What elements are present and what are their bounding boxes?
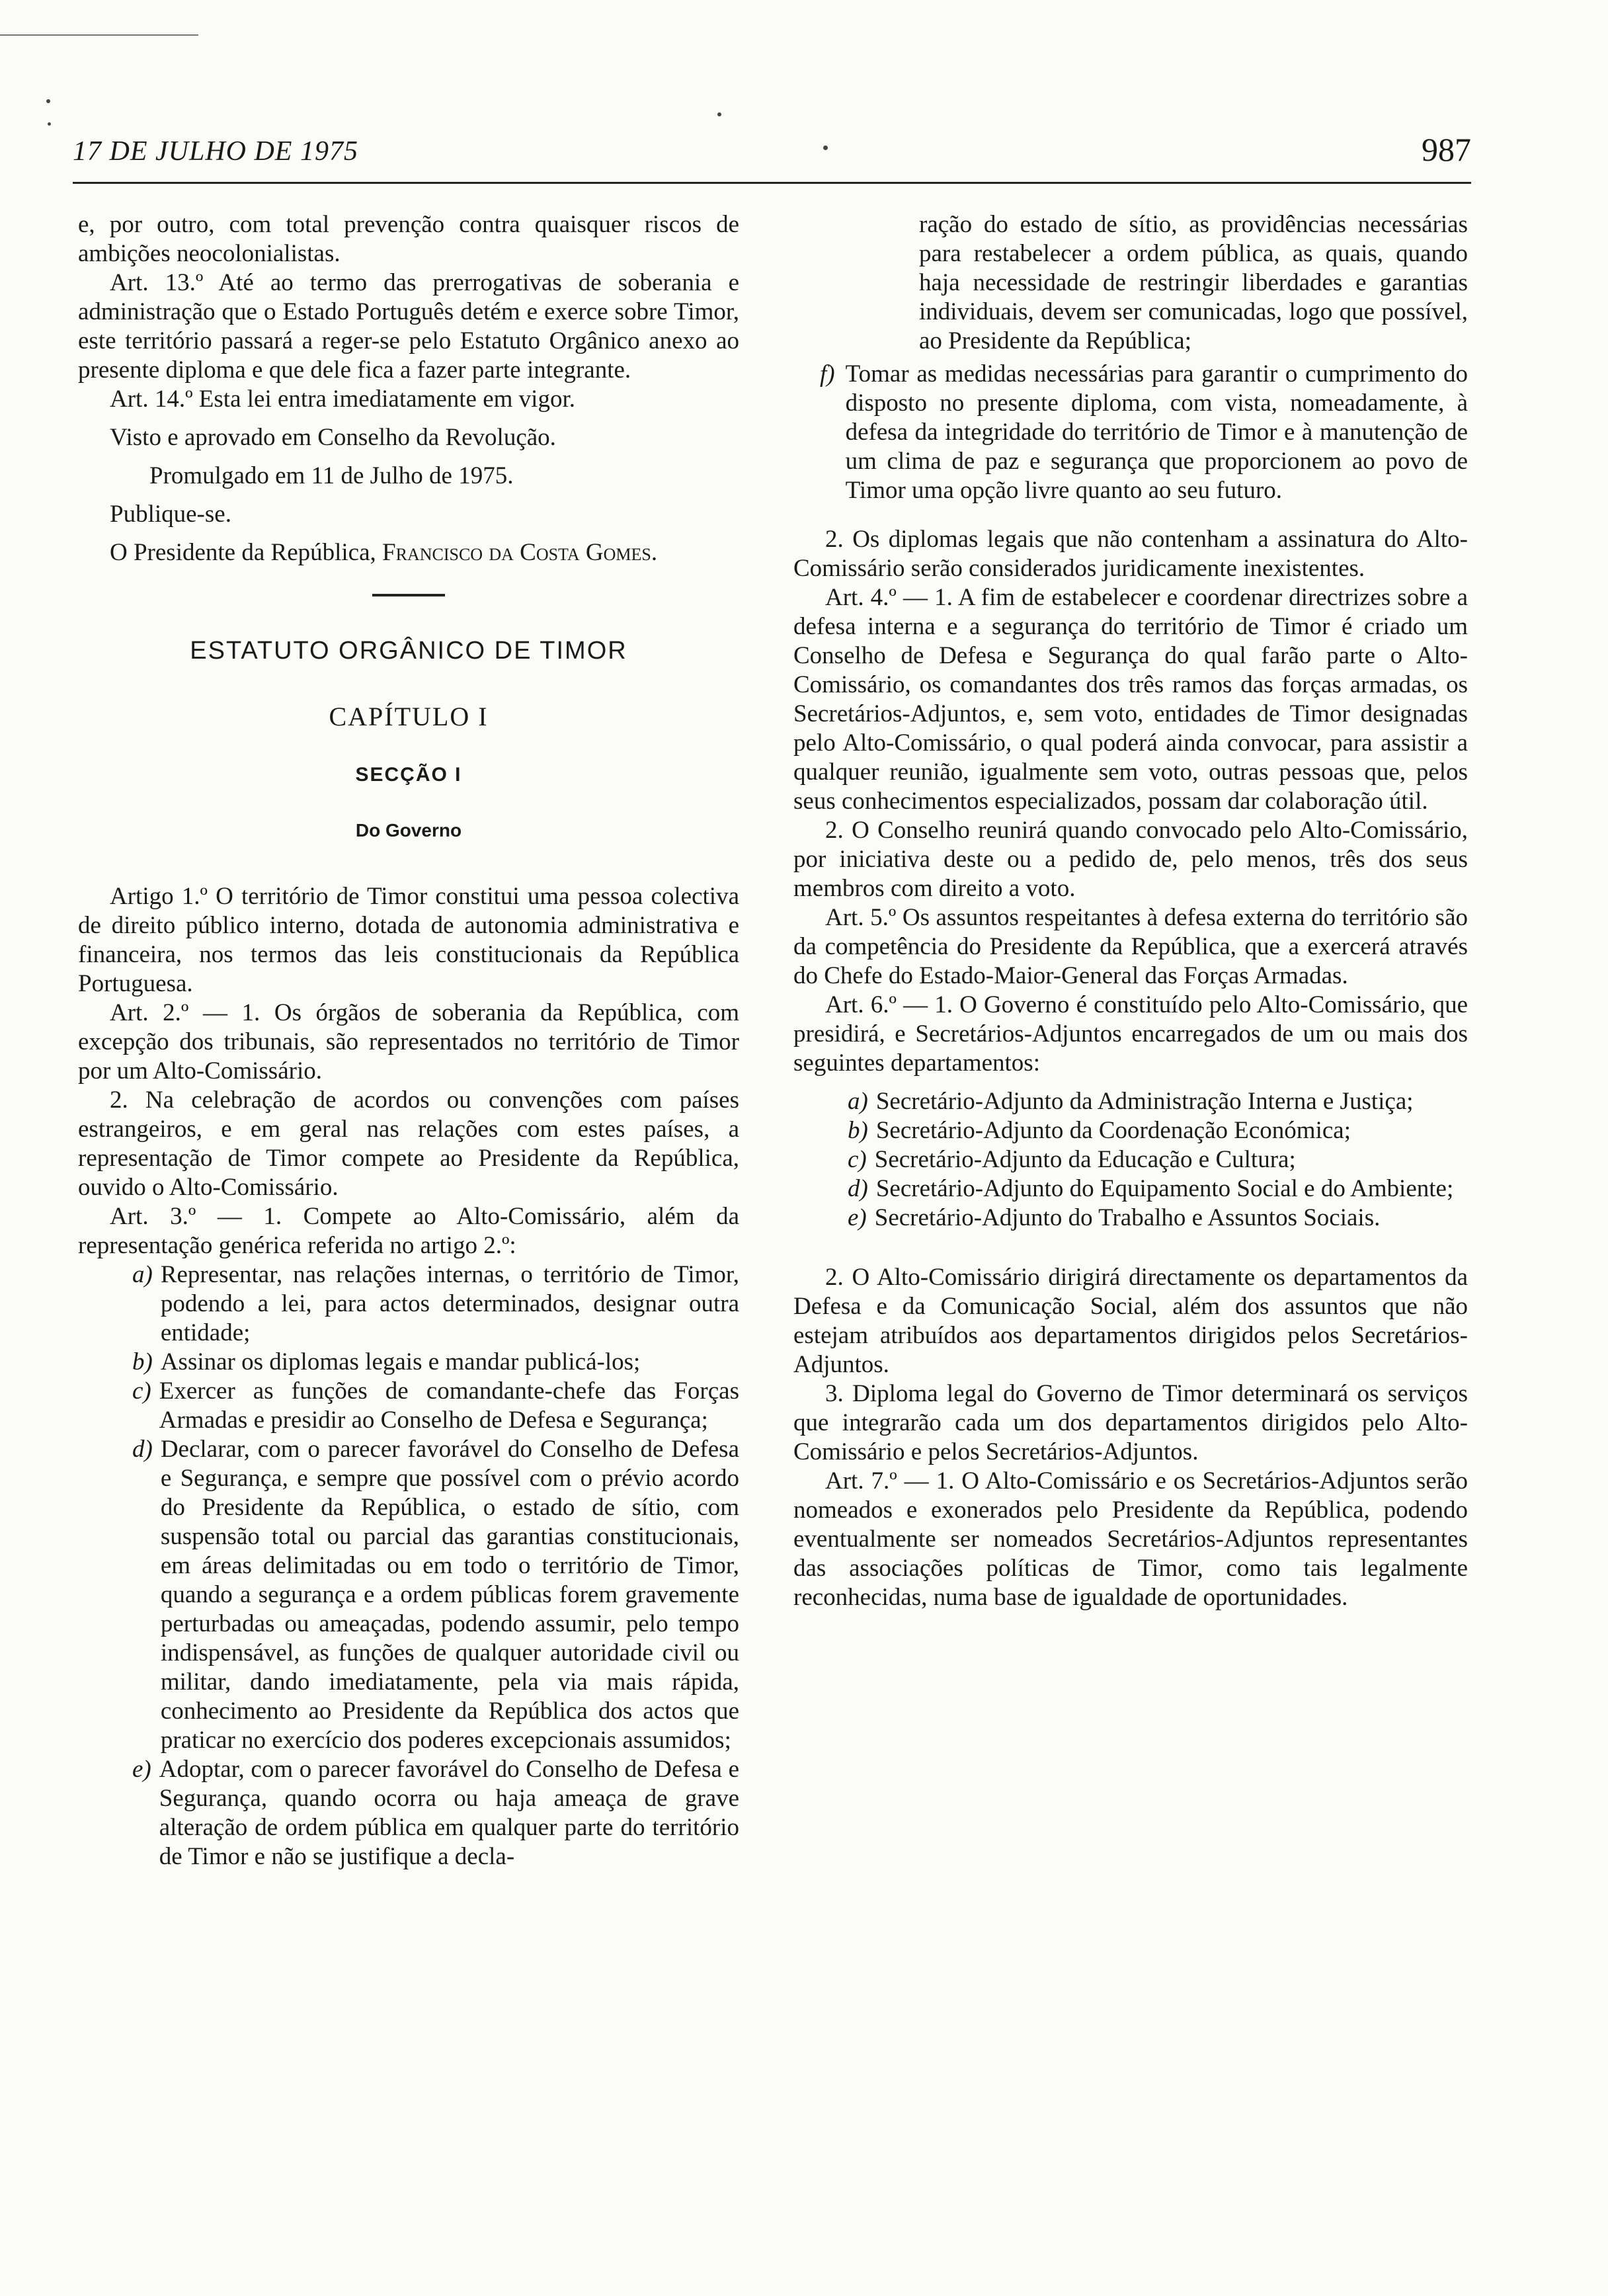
article-3-1: Art. 3.º — 1. Compete ao Alto-Comissário, além da representação genérica referida no artigo 2.º:	[78, 1203, 739, 1259]
item-text: Assinar os diplomas legais e mandar publicá-los;	[160, 1348, 641, 1375]
article-1: Artigo 1.º O território de Timor constitui uma pessoa colectiva de direito público interno, dotada de autonomia administrativa e financeira, nos termos das leis constitucionais da República Portuguesa.	[78, 883, 739, 997]
list-item	[793, 360, 1468, 505]
article-4-1: Art. 4.º — 1. A fim de estabelecer e coordenar directrizes sobre a defesa interna e a segurança do território de Timor é criado um Conselho de Defesa e Segurança do qual farão parte o Alto-Comissário, os comandantes dos três ramos das forças armadas, os Secretários-Adjuntos, e, sem voto, entidades de Timor designadas pelo Alto-Comissário, o qual poderá ainda convocar, para assistir a qualquer reunião, igualmente sem voto, outras pessoas que, pelos seus conhecimentos especializados, possam dar colaboração útil.	[793, 584, 1468, 815]
list-item	[78, 1435, 739, 1755]
section-title: SECÇÃO I	[355, 764, 462, 786]
article-2-2: 2. Na celebração de acordos ou convenções com países estrangeiros, e em geral nas relações com estes países, a representação de Timor compete ao Presidente da República, ouvido o Alto-Comissário.	[78, 1086, 739, 1201]
article-3-2: 2. Os diplomas legais que não contenham a assinatura do Alto-Comissário serão considerados juridicamente inexistentes.	[793, 526, 1468, 582]
item-label: b)	[132, 1348, 153, 1375]
item-text: Secretário-Adjunto da Administração Interna e Justiça;	[875, 1088, 1414, 1115]
item-label: e)	[848, 1204, 867, 1231]
signature-line	[78, 538, 739, 567]
list-item	[793, 1087, 1468, 1116]
article-4-2: 2. O Conselho reunirá quando convocado pelo Alto-Comissário, por iniciativa deste ou a pedido de, pelo menos, três dos seus membros com direito a voto.	[793, 817, 1468, 902]
scan-speck	[48, 122, 51, 126]
statute-title: ESTATUTO ORGÂNICO DE TIMOR	[190, 637, 627, 665]
list-item	[793, 1174, 1468, 1204]
item-label: d)	[132, 1436, 153, 1463]
item-text: Secretário-Adjunto da Educação e Cultura;	[874, 1146, 1296, 1173]
item-text: Secretário-Adjunto da Coordenação Económica;	[875, 1117, 1351, 1144]
article-14: Art. 14.º Esta lei entra imediatamente em vigor.	[110, 386, 575, 413]
header-date: 17 DE JULHO DE 1975	[73, 136, 358, 167]
approval-note: Visto e aprovado em Conselho da Revolução.	[110, 424, 556, 451]
item-text: Exercer as funções de comandante-chefe das Forças Armadas e presidir ao Conselho de Defesa e Segurança;	[159, 1377, 739, 1434]
signature-prefix: O Presidente da República,	[110, 539, 383, 566]
left-column	[78, 210, 739, 1871]
item-e-continuation: ração do estado de sítio, as providências necessárias para restabelecer a ordem pública, as quais, quando haja necessidade de restringir liberdades e garantias individuais, devem ser comunicadas, logo que possível, ao Presidente da República;	[919, 211, 1468, 354]
list-item	[793, 1204, 1468, 1233]
scan-artifact-line	[0, 34, 198, 36]
publication-note: Publique-se.	[110, 501, 231, 528]
item-text: Adoptar, com o parecer favorável do Conselho de Defesa e Segurança, quando ocorra ou haja ameaça de grave alteração de ordem pública em qualquer parte do território de Timor e não se justifique a decla-	[159, 1756, 739, 1870]
item-text: Secretário-Adjunto do Trabalho e Assuntos Sociais.	[874, 1204, 1381, 1231]
section-divider	[372, 594, 445, 596]
item-label: d)	[848, 1175, 868, 1202]
item-label: c)	[132, 1377, 151, 1405]
paragraph: e, por outro, com total prevenção contra quaisquer riscos de ambições neocolonialistas.	[78, 211, 739, 267]
item-text: Tomar as medidas necessárias para garantir o cumprimento do disposto no presente diploma, com vista, nomeadamente, à defesa da integridade do território de Timor e à manutenção de um clima de paz e segurança que proporcionem ao povo de Timor uma opção livre quanto ao seu futuro.	[845, 360, 1468, 504]
item-text: Declarar, com o parecer favorável do Conselho de Defesa e Segurança, e sempre que possível com o prévio acordo do Presidente da República, o estado de sítio, com suspensão total ou parcial das garantias constitucionais, em áreas delimitadas ou em todo o território de Timor, quando a segurança e a ordem públicas forem gravemente perturbadas ou ameaçadas, podendo assumir, pelo tempo indispensável, as funções de qualquer autoridade civil ou militar, dando imediatamente, pela via mais rápida, conhecimento ao Presidente da República dos actos que praticar no exercício dos poderes excepcionais assumidos;	[160, 1436, 739, 1754]
item-label: a)	[132, 1261, 153, 1288]
list-item	[78, 1755, 739, 1871]
article-13: Art. 13.º Até ao termo das prerrogativas de soberania e administração que o Estado Português detém e exerce sobre Timor, este território passará a reger-se pelo Estatuto Orgânico anexo ao presente diploma e que dele fica a fazer parte integrante.	[78, 269, 739, 384]
list-item	[78, 1348, 739, 1377]
article-6-1: Art. 6.º — 1. O Governo é constituído pelo Alto-Comissário, que presidirá, e Secretários-Adjuntos encarregados de um ou mais dos seguintes departamentos:	[793, 991, 1468, 1077]
president-name: Francisco da Costa Gomes.	[382, 539, 658, 566]
scan-speck	[717, 112, 721, 116]
item-label: b)	[848, 1117, 868, 1144]
page-number: 987	[1422, 131, 1471, 168]
list-item	[78, 1377, 739, 1435]
item-label: a)	[848, 1088, 868, 1115]
article-2-1: Art. 2.º — 1. Os órgãos de soberania da República, com excepção dos tribunais, são representados no território de Timor por um Alto-Comissário.	[78, 999, 739, 1085]
item-text: Representar, nas relações internas, o território de Timor, podendo a lei, para actos determinados, designar outra entidade;	[160, 1261, 739, 1346]
item-label: e)	[132, 1756, 151, 1783]
list-item	[78, 1260, 739, 1348]
list-item	[793, 1116, 1468, 1145]
item-label: c)	[848, 1146, 867, 1173]
article-5: Art. 5.º Os assuntos respeitantes à defesa externa do território são da competência do Presidente da República, que a exercerá através do Chefe do Estado-Maior-General das Forças Armadas.	[793, 904, 1468, 989]
item-label: f)	[820, 360, 835, 388]
article-7-1: Art. 7.º — 1. O Alto-Comissário e os Secretários-Adjuntos serão nomeados e exonerados pelo Presidente da República, podendo eventualmente ser nomeados Secretários-Adjuntos representantes das associações políticas de Timor, como tais legalmente reconhecidas, numa base de igualdade de oportunidades.	[793, 1467, 1468, 1611]
promulgation-note: Promulgado em 11 de Julho de 1975.	[149, 462, 514, 489]
article-6-2: 2. O Alto-Comissário dirigirá directamente os departamentos da Defesa e da Comunicação Social, além dos assuntos que não estejam atribuídos aos departamentos dirigidos pelos Secretários-Adjuntos.	[793, 1264, 1468, 1378]
right-column	[793, 210, 1468, 1612]
chapter-title: CAPÍTULO I	[329, 702, 489, 731]
list-item	[793, 1145, 1468, 1174]
item-text: Secretário-Adjunto do Equipamento Social e do Ambiente;	[875, 1175, 1454, 1202]
subsection-title: Do Governo	[355, 820, 462, 840]
scan-speck	[46, 99, 50, 103]
page-header	[73, 131, 1471, 184]
article-6-3: 3. Diploma legal do Governo de Timor determinará os serviços que integrarão cada um dos departamentos dirigidos pelo Alto-Comissário e pelos Secretários-Adjuntos.	[793, 1380, 1468, 1465]
